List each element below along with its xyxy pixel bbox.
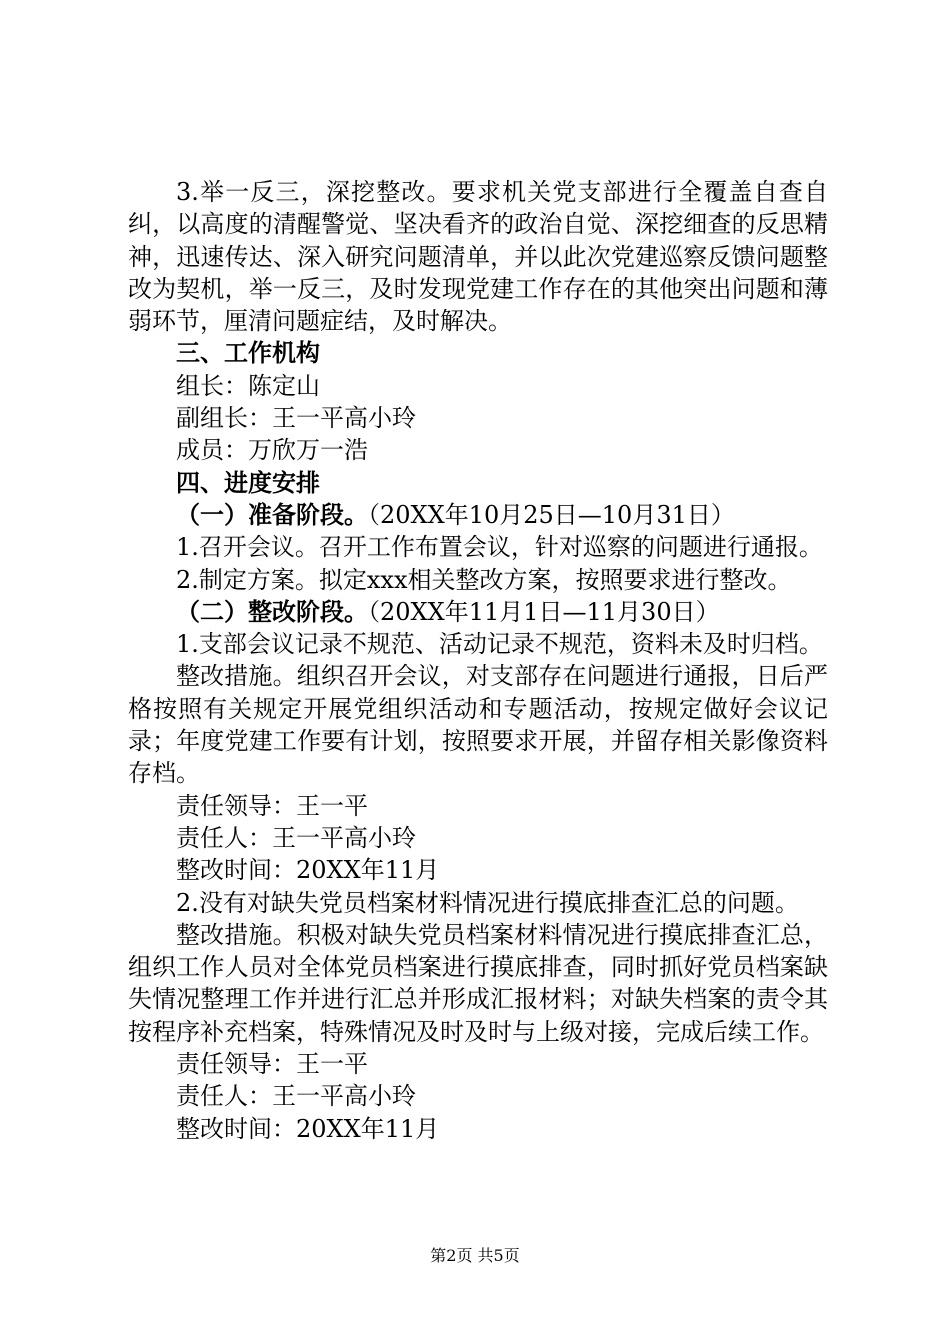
issue-2-measure: 整改措施。积极对缺失党员档案材料情况进行摸底排查汇总，组织工作人员对全体党员档案进行摸底排查，同时抓好党员档案缺失情况整理工作并进行汇总并形成汇报材料；对缺失档案的责令其按程序补充档案，特殊情况及时及时与上级对接，完成后续工作。 [128,920,828,1046]
stage-rectification-title: （二）整改阶段。 [176,596,368,626]
stage-rectification-heading [128,596,828,628]
issue-1: 1.支部会议记录不规范、活动记录不规范，资料未及时归档。 [176,630,823,659]
issue-1-deadline: 整改时间：20XX年11月 [176,856,440,885]
stage-rectification-period: （20XX年11月1日—11月30日） [368,597,720,626]
issue-2-responsible-leader: 责任领导：王一平 [176,1050,368,1079]
issue-2: 2.没有对缺失党员档案材料情况进行摸底排查汇总的问题。 [176,888,799,917]
stage-preparation-heading [128,499,828,531]
page-footer: 第2页 共5页 [430,1246,520,1265]
members-line: 成员：万欣万一浩 [176,436,368,465]
document-body [128,176,828,1145]
preparation-item-meeting: 1.召开会议。召开工作布置会议，针对巡察的问题进行通报。 [176,533,823,562]
stage-preparation-title: （一）准备阶段。 [176,499,368,529]
paragraph-juyifansan: 3.举一反三，深挖整改。要求机关党支部进行全覆盖自查自纠，以高度的清醒警觉、坚决看齐的政治自觉、深挖细查的反思精神，迅速传达、深入研究问题清单，并以此次党建巡察反馈问题整改为契机，举一反三，及时发现党建工作存在的其他突出问题和薄弱环节，厘清问题症结，及时解决。 [128,178,828,336]
preparation-item-plan: 2.制定方案。拟定xxx相关整改方案，按照要求进行整改。 [176,565,792,594]
issue-1-responsible-leader: 责任领导：王一平 [176,791,368,820]
section-heading-schedule: 四、进度安排 [176,467,320,497]
leader-line: 组长：陈定山 [176,371,320,400]
issue-2-deadline: 整改时间：20XX年11月 [176,1114,440,1143]
issue-1-responsible-person: 责任人：王一平高小玲 [176,823,416,852]
deputy-leader-line: 副组长：王一平高小玲 [176,404,416,433]
issue-2-responsible-person: 责任人：王一平高小玲 [176,1082,416,1111]
stage-preparation-period: （20XX年10月25日—10月31日） [368,500,735,529]
section-heading-work-organization: 三、工作机构 [176,338,320,368]
issue-1-measure: 整改措施。组织召开会议，对支部存在问题进行通报，日后严格按照有关规定开展党组织活动和专题活动，按规定做好会议记录；年度党建工作要有计划，按照要求开展，并留存相关影像资料存档。 [128,662,828,788]
